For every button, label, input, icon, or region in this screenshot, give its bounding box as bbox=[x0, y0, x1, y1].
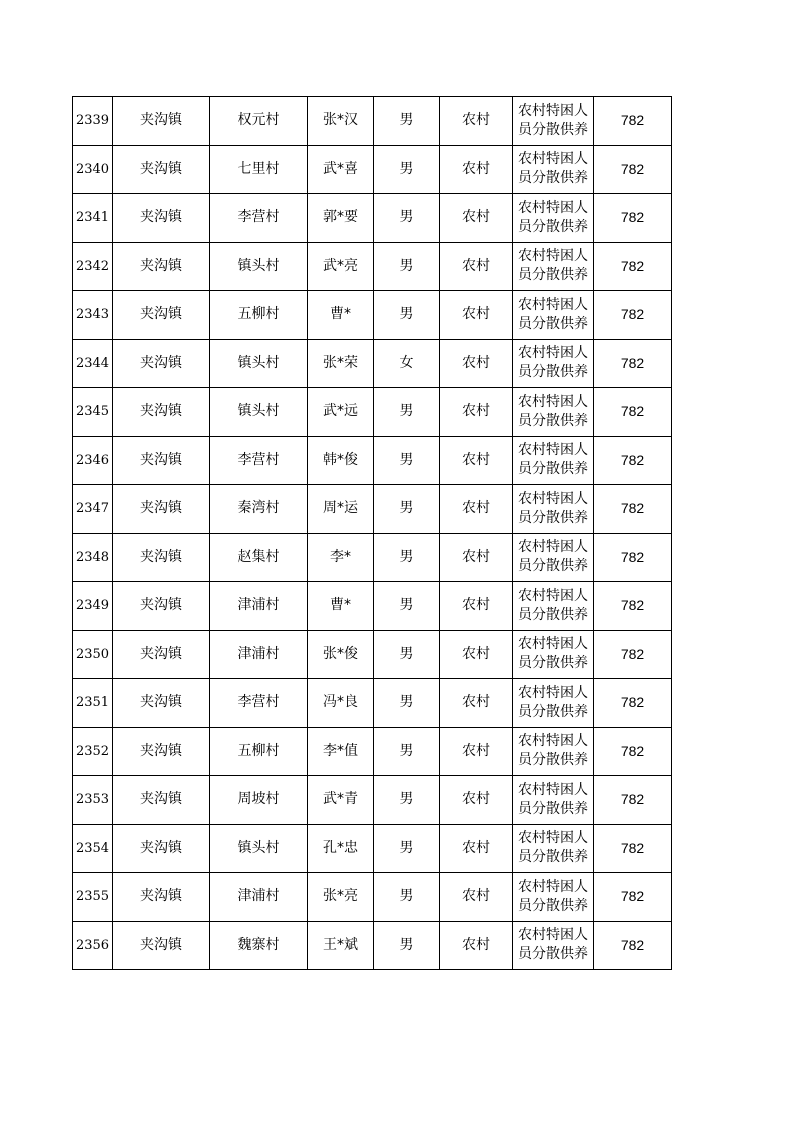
gender-cell: 男 bbox=[374, 873, 440, 922]
person-name-cell: 王*斌 bbox=[308, 921, 374, 970]
village-cell: 赵集村 bbox=[210, 533, 308, 582]
town-cell: 夹沟镇 bbox=[113, 873, 210, 922]
category-text: 农村特困人员分散供养 bbox=[518, 636, 588, 672]
gender-cell: 男 bbox=[374, 291, 440, 340]
serial-number-cell: 2347 bbox=[73, 485, 113, 534]
serial-number-cell: 2346 bbox=[73, 436, 113, 485]
area-type-cell: 农村 bbox=[440, 873, 513, 922]
table-row bbox=[73, 776, 672, 825]
amount-cell: 782 bbox=[594, 873, 672, 922]
serial-number-cell: 2339 bbox=[73, 97, 113, 146]
village-cell: 秦湾村 bbox=[210, 485, 308, 534]
category-cell bbox=[513, 727, 594, 776]
village-cell: 魏寨村 bbox=[210, 921, 308, 970]
person-name-cell: 曹* bbox=[308, 291, 374, 340]
amount-cell: 782 bbox=[594, 533, 672, 582]
town-cell: 夹沟镇 bbox=[113, 194, 210, 243]
category-cell bbox=[513, 776, 594, 825]
area-type-cell: 农村 bbox=[440, 194, 513, 243]
gender-cell: 女 bbox=[374, 339, 440, 388]
area-type-cell: 农村 bbox=[440, 727, 513, 776]
table-row bbox=[73, 291, 672, 340]
amount-cell: 782 bbox=[594, 242, 672, 291]
amount-cell: 782 bbox=[594, 97, 672, 146]
village-cell: 津浦村 bbox=[210, 582, 308, 631]
town-cell: 夹沟镇 bbox=[113, 824, 210, 873]
area-type-cell: 农村 bbox=[440, 242, 513, 291]
amount-cell: 782 bbox=[594, 194, 672, 243]
data-table bbox=[72, 96, 672, 970]
area-type-cell: 农村 bbox=[440, 97, 513, 146]
town-cell: 夹沟镇 bbox=[113, 727, 210, 776]
person-name-cell: 武*喜 bbox=[308, 145, 374, 194]
table-row bbox=[73, 824, 672, 873]
amount-cell: 782 bbox=[594, 145, 672, 194]
gender-cell: 男 bbox=[374, 582, 440, 631]
village-cell: 津浦村 bbox=[210, 873, 308, 922]
area-type-cell: 农村 bbox=[440, 630, 513, 679]
amount-cell: 782 bbox=[594, 388, 672, 437]
amount-cell: 782 bbox=[594, 339, 672, 388]
area-type-cell: 农村 bbox=[440, 824, 513, 873]
village-cell: 五柳村 bbox=[210, 291, 308, 340]
category-cell bbox=[513, 436, 594, 485]
amount-cell: 782 bbox=[594, 921, 672, 970]
amount-cell: 782 bbox=[594, 630, 672, 679]
town-cell: 夹沟镇 bbox=[113, 679, 210, 728]
category-text: 农村特困人员分散供养 bbox=[518, 102, 588, 138]
area-type-cell: 农村 bbox=[440, 776, 513, 825]
category-text: 农村特困人员分散供养 bbox=[518, 490, 588, 526]
table-row bbox=[73, 194, 672, 243]
serial-number-cell: 2341 bbox=[73, 194, 113, 243]
category-text: 农村特困人员分散供养 bbox=[518, 539, 588, 575]
person-name-cell: 冯*良 bbox=[308, 679, 374, 728]
area-type-cell: 农村 bbox=[440, 582, 513, 631]
table-row bbox=[73, 921, 672, 970]
town-cell: 夹沟镇 bbox=[113, 776, 210, 825]
gender-cell: 男 bbox=[374, 533, 440, 582]
category-cell bbox=[513, 679, 594, 728]
category-text: 农村特困人员分散供养 bbox=[518, 151, 588, 187]
category-text: 农村特困人员分散供养 bbox=[518, 878, 588, 914]
serial-number-cell: 2343 bbox=[73, 291, 113, 340]
gender-cell: 男 bbox=[374, 242, 440, 291]
category-cell bbox=[513, 145, 594, 194]
person-name-cell: 武*亮 bbox=[308, 242, 374, 291]
category-text: 农村特困人员分散供养 bbox=[518, 733, 588, 769]
town-cell: 夹沟镇 bbox=[113, 533, 210, 582]
category-cell bbox=[513, 388, 594, 437]
area-type-cell: 农村 bbox=[440, 436, 513, 485]
gender-cell: 男 bbox=[374, 776, 440, 825]
category-text: 农村特困人员分散供养 bbox=[518, 684, 588, 720]
person-name-cell: 张*荣 bbox=[308, 339, 374, 388]
serial-number-cell: 2351 bbox=[73, 679, 113, 728]
village-cell: 权元村 bbox=[210, 97, 308, 146]
area-type-cell: 农村 bbox=[440, 679, 513, 728]
gender-cell: 男 bbox=[374, 824, 440, 873]
town-cell: 夹沟镇 bbox=[113, 339, 210, 388]
town-cell: 夹沟镇 bbox=[113, 436, 210, 485]
amount-cell: 782 bbox=[594, 485, 672, 534]
person-name-cell: 武*远 bbox=[308, 388, 374, 437]
area-type-cell: 农村 bbox=[440, 485, 513, 534]
town-cell: 夹沟镇 bbox=[113, 97, 210, 146]
town-cell: 夹沟镇 bbox=[113, 145, 210, 194]
serial-number-cell: 2344 bbox=[73, 339, 113, 388]
area-type-cell: 农村 bbox=[440, 388, 513, 437]
village-cell: 镇头村 bbox=[210, 242, 308, 291]
area-type-cell: 农村 bbox=[440, 533, 513, 582]
table-row bbox=[73, 436, 672, 485]
village-cell: 津浦村 bbox=[210, 630, 308, 679]
village-cell: 周坡村 bbox=[210, 776, 308, 825]
category-cell bbox=[513, 630, 594, 679]
village-cell: 李营村 bbox=[210, 436, 308, 485]
table-row bbox=[73, 873, 672, 922]
village-cell: 镇头村 bbox=[210, 339, 308, 388]
person-name-cell: 张*俊 bbox=[308, 630, 374, 679]
table-body bbox=[73, 97, 672, 970]
gender-cell: 男 bbox=[374, 436, 440, 485]
town-cell: 夹沟镇 bbox=[113, 582, 210, 631]
person-name-cell: 李*值 bbox=[308, 727, 374, 776]
table-row bbox=[73, 339, 672, 388]
category-text: 农村特困人员分散供养 bbox=[518, 296, 588, 332]
category-cell bbox=[513, 339, 594, 388]
town-cell: 夹沟镇 bbox=[113, 291, 210, 340]
category-cell bbox=[513, 97, 594, 146]
village-cell: 镇头村 bbox=[210, 824, 308, 873]
serial-number-cell: 2355 bbox=[73, 873, 113, 922]
person-name-cell: 李* bbox=[308, 533, 374, 582]
serial-number-cell: 2354 bbox=[73, 824, 113, 873]
town-cell: 夹沟镇 bbox=[113, 242, 210, 291]
area-type-cell: 农村 bbox=[440, 921, 513, 970]
category-text: 农村特困人员分散供养 bbox=[518, 587, 588, 623]
category-cell bbox=[513, 291, 594, 340]
town-cell: 夹沟镇 bbox=[113, 921, 210, 970]
category-cell bbox=[513, 921, 594, 970]
category-text: 农村特困人员分散供养 bbox=[518, 345, 588, 381]
gender-cell: 男 bbox=[374, 485, 440, 534]
amount-cell: 782 bbox=[594, 824, 672, 873]
category-cell bbox=[513, 194, 594, 243]
area-type-cell: 农村 bbox=[440, 339, 513, 388]
table-row bbox=[73, 145, 672, 194]
table-row bbox=[73, 533, 672, 582]
serial-number-cell: 2350 bbox=[73, 630, 113, 679]
gender-cell: 男 bbox=[374, 630, 440, 679]
town-cell: 夹沟镇 bbox=[113, 485, 210, 534]
category-text: 农村特困人员分散供养 bbox=[518, 199, 588, 235]
category-text: 农村特困人员分散供养 bbox=[518, 248, 588, 284]
table-row bbox=[73, 727, 672, 776]
serial-number-cell: 2352 bbox=[73, 727, 113, 776]
amount-cell: 782 bbox=[594, 291, 672, 340]
category-text: 农村特困人员分散供养 bbox=[518, 927, 588, 963]
serial-number-cell: 2353 bbox=[73, 776, 113, 825]
village-cell: 李营村 bbox=[210, 194, 308, 243]
table-row bbox=[73, 97, 672, 146]
person-name-cell: 武*青 bbox=[308, 776, 374, 825]
village-cell: 七里村 bbox=[210, 145, 308, 194]
area-type-cell: 农村 bbox=[440, 291, 513, 340]
village-cell: 五柳村 bbox=[210, 727, 308, 776]
gender-cell: 男 bbox=[374, 921, 440, 970]
town-cell: 夹沟镇 bbox=[113, 388, 210, 437]
town-cell: 夹沟镇 bbox=[113, 630, 210, 679]
amount-cell: 782 bbox=[594, 727, 672, 776]
serial-number-cell: 2349 bbox=[73, 582, 113, 631]
amount-cell: 782 bbox=[594, 436, 672, 485]
serial-number-cell: 2342 bbox=[73, 242, 113, 291]
serial-number-cell: 2345 bbox=[73, 388, 113, 437]
amount-cell: 782 bbox=[594, 582, 672, 631]
gender-cell: 男 bbox=[374, 679, 440, 728]
table-row bbox=[73, 679, 672, 728]
category-text: 农村特困人员分散供养 bbox=[518, 393, 588, 429]
category-cell bbox=[513, 242, 594, 291]
table-row bbox=[73, 242, 672, 291]
person-name-cell: 张*亮 bbox=[308, 873, 374, 922]
category-cell bbox=[513, 533, 594, 582]
person-name-cell: 曹* bbox=[308, 582, 374, 631]
amount-cell: 782 bbox=[594, 776, 672, 825]
category-cell bbox=[513, 582, 594, 631]
table-row bbox=[73, 582, 672, 631]
amount-cell: 782 bbox=[594, 679, 672, 728]
village-cell: 镇头村 bbox=[210, 388, 308, 437]
table-row bbox=[73, 485, 672, 534]
category-text: 农村特困人员分散供养 bbox=[518, 442, 588, 478]
person-name-cell: 周*运 bbox=[308, 485, 374, 534]
person-name-cell: 韩*俊 bbox=[308, 436, 374, 485]
village-cell: 李营村 bbox=[210, 679, 308, 728]
gender-cell: 男 bbox=[374, 388, 440, 437]
person-name-cell: 孔*忠 bbox=[308, 824, 374, 873]
gender-cell: 男 bbox=[374, 97, 440, 146]
person-name-cell: 郭*要 bbox=[308, 194, 374, 243]
table-row bbox=[73, 388, 672, 437]
category-cell bbox=[513, 873, 594, 922]
person-name-cell: 张*汉 bbox=[308, 97, 374, 146]
table-row bbox=[73, 630, 672, 679]
category-text: 农村特困人员分散供养 bbox=[518, 830, 588, 866]
serial-number-cell: 2340 bbox=[73, 145, 113, 194]
gender-cell: 男 bbox=[374, 194, 440, 243]
category-cell bbox=[513, 824, 594, 873]
gender-cell: 男 bbox=[374, 145, 440, 194]
serial-number-cell: 2356 bbox=[73, 921, 113, 970]
gender-cell: 男 bbox=[374, 727, 440, 776]
area-type-cell: 农村 bbox=[440, 145, 513, 194]
serial-number-cell: 2348 bbox=[73, 533, 113, 582]
category-cell bbox=[513, 485, 594, 534]
category-text: 农村特困人员分散供养 bbox=[518, 781, 588, 817]
